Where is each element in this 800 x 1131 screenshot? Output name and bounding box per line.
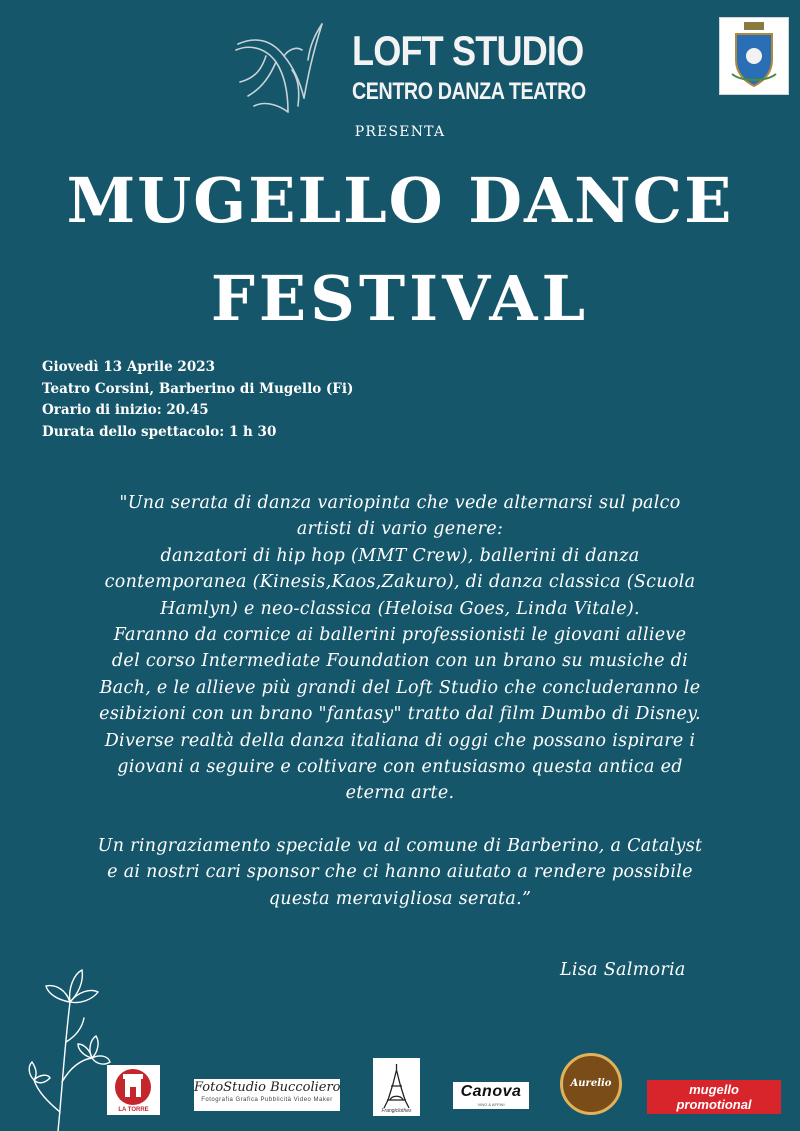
sponsor-fotostudio-tagline: Fotografia Grafica Pubblicità Video Maker [201,1097,333,1103]
logo-title: LOFT STUDIO [352,27,584,74]
event-duration: Durata dello spettacolo: 1 h 30 [42,423,277,440]
thanks-line: e ai nostri cari sponsor che ci hanno aiutato a rendere possibile [107,862,693,883]
quote-line: Faranno da cornice ai ballerini professionisti le giovani allieve [113,625,687,646]
quote-line: danzatori di hip hop (MMT Crew), ballerini di danza [160,545,640,566]
sponsor-aurelio-name: Aurelio [570,1078,612,1089]
sponsor-mugello-line1: mugello [689,1082,739,1097]
quote-line: artisti di vario genere: [296,519,504,540]
quote-line: "Una serata di danza variopinta che vede alternarsi sul palco [119,493,681,513]
sponsor-mugello-line2: promotional [676,1097,752,1112]
sponsor-la-torre-text: LA TORRE [118,1107,149,1113]
quote-line: del corso Intermediate Foundation con un brano su musiche di [111,651,689,672]
sponsor-frangiclothes-text: Frangiclothes [381,1108,412,1114]
dancer-logo-icon [226,16,326,120]
thanks-line: questa meravigliosa serata.” [268,888,532,909]
presenta-label: PRESENTA [354,124,446,140]
municipal-crest-logo [719,17,789,95]
event-start-time: Orario di inizio: 20.45 [42,402,209,418]
quote-line: contemporanea (Kinesis,Kaos,Zakuro), di danza classica (Scuola [104,572,696,593]
sponsor-canova-tagline: VINO & AFFINI [477,1102,505,1107]
quote-line: Diverse realtà della danza italiana di oggi che possano ispirare i [104,730,696,751]
sponsor-frangiclothes-logo [373,1058,420,1116]
event-date: Giovedì 13 Aprile 2023 [42,359,215,375]
quote-line: giovani a seguire e coltivare con entusiasmo questa antica ed [117,757,683,778]
sponsor-fotostudio-logo [194,1079,340,1111]
sponsor-la-torre-logo [107,1065,160,1115]
sponsor-aurelio-logo [560,1053,622,1115]
festival-title-line1: MUGELLO DANCE [66,164,734,237]
thanks-line: Un ringraziamento speciale va al comune di Barberino, a Catalyst [97,835,703,856]
logo-subtitle: CENTRO DANZA TEATRO [352,78,586,105]
signature: Lisa Salmoria [560,960,686,980]
sponsor-mugello-promotional-logo [647,1080,781,1114]
festival-title-line2: FESTIVAL [210,262,590,335]
quote-line: esibizioni con un brano "fantasy" tratto dal film Dumbo di Disney. [99,704,701,725]
sponsor-fotostudio-name: FotoStudio Buccoliero [194,1080,340,1095]
quote-line: eterna arte. [345,783,455,804]
sponsor-canova-name: Canova [460,1083,522,1100]
flower-decoration-icon [18,962,118,1131]
event-details [42,357,353,443]
sponsor-canova-logo [453,1082,529,1109]
event-description-quote [28,490,772,912]
quote-line: Bach, e le allieve più grandi del Loft Studio che concluderanno le [99,677,701,698]
crest-icon [720,18,788,94]
event-venue: Teatro Corsini, Barberino di Mugello (Fi) [42,380,354,397]
quote-line: Hamlyn) e neo-classica (Heloisa Goes, Linda Vitale). [160,598,640,619]
